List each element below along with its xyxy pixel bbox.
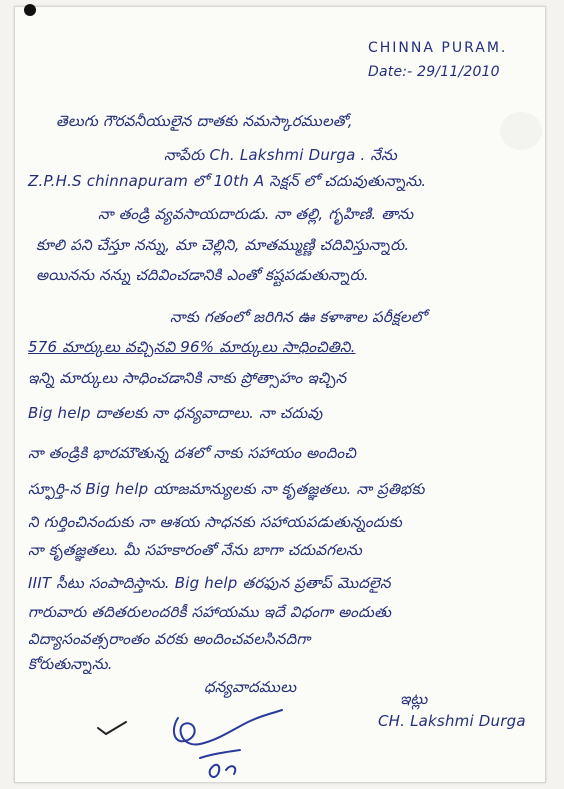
- body-line-4: నాకు గతంలో జరిగిన ఊ కళాశాల పరీక్షలలో: [170, 308, 427, 326]
- tick-mark: [92, 716, 132, 740]
- handwritten-signature: [160, 700, 290, 780]
- signoff-label: ఇట్లు: [400, 690, 428, 708]
- body-line-12: IIIT సీటు సంపాదిస్తాను. Big help తరఫున ప్రతాప్ మొదలైన: [28, 574, 391, 592]
- closing-text: ధన్యవాదములు: [204, 678, 297, 696]
- body-line-15: కోరుతున్నాను.: [28, 655, 113, 673]
- intro-line: [164, 146, 397, 164]
- intro-prefix: నాపేరు: [164, 146, 205, 164]
- body-line-9: స్ఫూర్తి-న Big help యాజమాన్యులకు నా కృతజ్ఞతలు. నా ప్రతిభకు: [28, 480, 425, 498]
- faint-stamp-mark: [500, 112, 542, 150]
- intro-suffix: . నేను: [360, 146, 398, 164]
- date-heading: Date:- 29/11/2010: [368, 64, 500, 80]
- body-line-13: గారువారు తదితరులందరికీ సహాయము ఇదే విధంగా అందుతు: [28, 603, 392, 621]
- body-line-7: Big help దాతలకు నా ధన్యవాదాలు. నా చదువు: [28, 404, 323, 422]
- salutation: తెలుగు గౌరవనీయులైన దాతకు నమస్కారములతో,: [56, 112, 353, 130]
- body-line-11: నా కృతజ్ఞతలు. మీ సహకారంతో నేను బాగా చదువగలను: [28, 541, 362, 559]
- school-line: Z.P.H.S chinnapuram లో 10th A సెక్షన్ లో చదువుతున్నాను.: [28, 172, 427, 190]
- body-line-3: అయినను నన్ను చదివించడానికి ఎంతో కష్టపడుతున్నారు.: [36, 266, 369, 284]
- body-line-6: ఇన్ని మార్కులు సాధించడానికి నాకు ప్రోత్సాహం ఇచ్చిన: [28, 369, 347, 387]
- body-line-1: నా తండ్రి వ్యవసాయదారుడు. నా తల్లి, గృహిణి. తాను: [98, 205, 414, 223]
- signoff-name: CH. Lakshmi Durga: [378, 712, 526, 730]
- body-line-14: విద్యాసంవత్సరాంతం వరకు అందించవలసినదిగా: [28, 630, 311, 648]
- body-line-10: ని గుర్తించినందుకు నా ఆశయ సాధనకు సహాయపడుతున్నందుకు: [28, 513, 403, 531]
- body-line-5: 576 మార్కులు వచ్చినవి 96% మార్కులు సాధించితిని.: [28, 338, 356, 356]
- body-line-8: నా తండ్రికి భారమౌతున్న దశలో నాకు సహాయం అందించి: [28, 444, 357, 462]
- body-line-2: కూలి పని చేస్తూ నన్ను, మా చెల్లిని, మాతమ్ముణ్ణి చదివిస్తున్నారు.: [36, 236, 410, 254]
- student-name: Ch. Lakshmi Durga: [209, 146, 356, 164]
- punch-hole: [24, 4, 36, 16]
- place-heading: CHINNA PURAM.: [368, 40, 508, 56]
